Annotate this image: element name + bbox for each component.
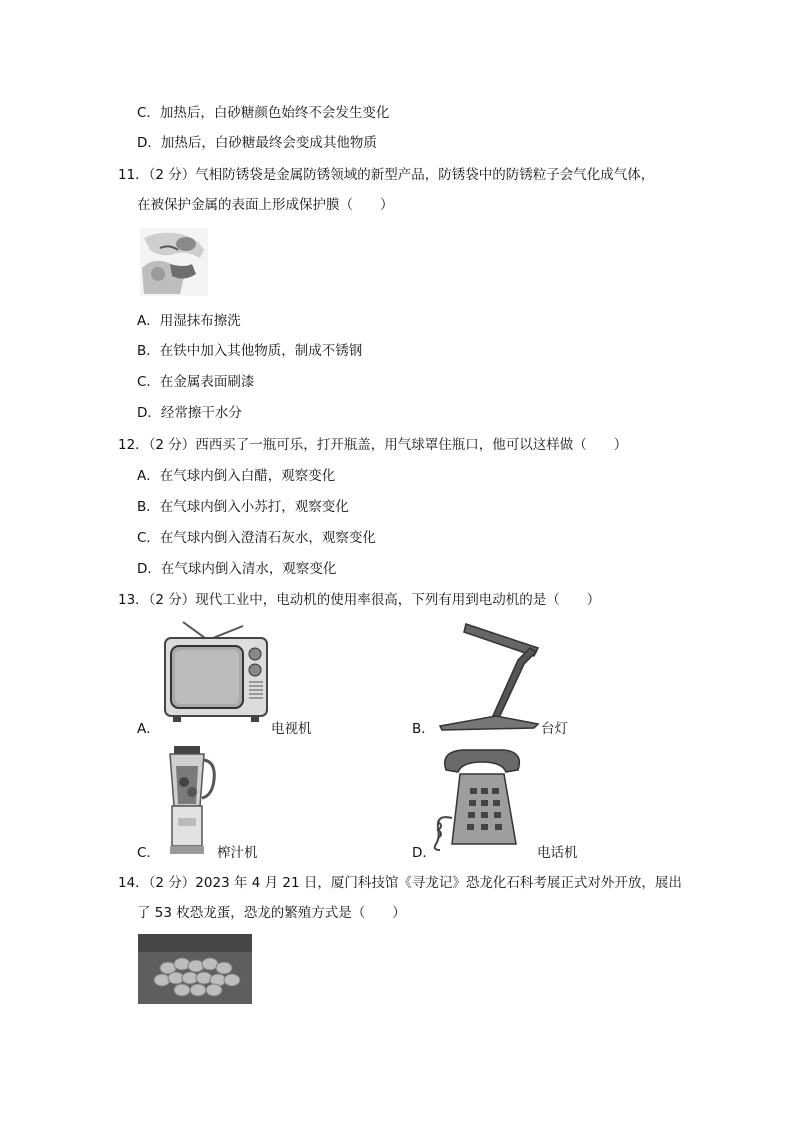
- q12-option-d: D．在气球内倒入清水，观察变化: [137, 561, 337, 577]
- q13-option-a-caption: 电视机: [271, 721, 312, 737]
- telephone-icon: [432, 748, 532, 852]
- q13-option-c-caption: 榨汁机: [217, 845, 258, 861]
- q11-option-b: B．在铁中加入其他物质，制成不锈钢: [137, 343, 363, 359]
- q14-stem-line2: 了 53 枚恐龙蛋，恐龙的繁殖方式是（ ）: [137, 905, 406, 921]
- q10-option-d: D．加热后，白砂糖最终会变成其他物质: [137, 135, 377, 151]
- q12-stem: 12．（2 分）西西买了一瓶可乐，打开瓶盖，用气球罩住瓶口，他可以这样做（ ）: [118, 437, 628, 453]
- q10-option-c: C．加热后，白砂糖颜色始终不会发生变化: [137, 105, 390, 121]
- q13-stem: 13．（2 分）现代工业中，电动机的使用率很高，下列有用到电动机的是（ ）: [118, 592, 601, 608]
- dinosaur-eggs-photo: [138, 934, 252, 1004]
- q13-option-b-letter: B．: [412, 721, 435, 737]
- q11-figure-hands-photo: [140, 228, 208, 296]
- q12-option-a: A．在气球内倒入白醋，观察变化: [137, 468, 336, 484]
- q12-option-c: C．在气球内倒入澄清石灰水，观察变化: [137, 530, 376, 546]
- q13-option-d-caption: 电话机: [537, 845, 578, 861]
- q13-option-b-caption: 台灯: [541, 721, 568, 737]
- q11-option-d: D．经常擦干水分: [137, 405, 242, 421]
- q13-option-a-letter: A．: [137, 721, 160, 737]
- desk-lamp-icon: [438, 620, 542, 732]
- q12-option-b: B．在气球内倒入小苏打，观察变化: [137, 499, 349, 515]
- q11-option-a: A．用湿抹布擦洗: [137, 313, 241, 329]
- q14-stem-line1: 14．（2 分）2023 年 4 月 21 日，厦门科技馆《寻龙记》恐龙化石科考展正式对外开放，展出: [118, 875, 682, 891]
- q11-stem-line2: 在被保护金属的表面上形成保护膜（ ）: [137, 197, 394, 213]
- q11-stem-line1: 11．（2 分）气相防锈袋是金属防锈领域的新型产品，防锈袋中的防锈粒子会气化成气体，: [118, 167, 655, 183]
- juicer-icon: [162, 746, 218, 858]
- q13-option-c-letter: C．: [137, 845, 160, 861]
- tv-icon: [163, 618, 269, 724]
- q11-option-c: C．在金属表面刷漆: [137, 374, 255, 390]
- q13-option-d-letter: D．: [412, 845, 436, 861]
